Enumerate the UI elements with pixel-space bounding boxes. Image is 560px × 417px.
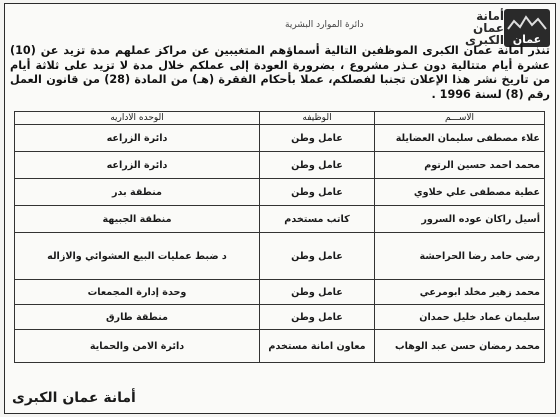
- logo-mark-icon: [504, 9, 550, 47]
- footer-signature: أمانة عمان الكبرى: [12, 390, 136, 406]
- header-job: الوظيفه: [260, 112, 375, 125]
- logo-text-line3: الكبرى: [465, 33, 504, 47]
- cell-job: معاون امانة مستخدم: [260, 330, 375, 363]
- cell-name: محمد زهير مخلد ابومرعي: [375, 280, 545, 305]
- table-header-row: [15, 112, 545, 125]
- cell-job: عامل وطن: [260, 233, 375, 280]
- cell-unit: دائرة الزراعه: [15, 125, 260, 152]
- cell-name: عطية مصطفى علي خلاوي: [375, 179, 545, 206]
- cell-name: علاء مصطفى سليمان العضايلة: [375, 125, 545, 152]
- header-unit: الوحده الاداريه: [15, 112, 260, 125]
- cell-job: عامل وطن: [260, 280, 375, 305]
- cell-job: عامل وطن: [260, 305, 375, 330]
- cell-job: عامل وطن: [260, 125, 375, 152]
- cell-unit: منطقة طارق: [15, 305, 260, 330]
- cell-job: كاتب مستخدم: [260, 206, 375, 233]
- cell-unit: د ضبط عمليات البيع العشوائي والازاله: [15, 233, 260, 280]
- cell-name: رضي حامد رضا الحراحشة: [375, 233, 545, 280]
- cell-job: عامل وطن: [260, 152, 375, 179]
- cell-unit: وحدة إدارة المجمعات: [15, 280, 260, 305]
- cell-name: أسيل راكان عوده السرور: [375, 206, 545, 233]
- logo-text-line1: أمانة: [476, 9, 504, 23]
- employees-table: [14, 111, 545, 363]
- table-row: [15, 179, 545, 206]
- logo-mark-text: عمان: [512, 33, 542, 46]
- table-row: [15, 233, 545, 280]
- department-label: دائرة الموارد البشرية: [285, 20, 364, 30]
- notice-text: تنذر أمانة عمان الكبرى الموظفين التالية أسماؤهم المتغيبين عن مراكز عملهم مدة تزيد عن (10) عشرة أيام متتالية دون عـذر مشروع ، بضرورة العودة إلى عملكم خلال مدة لا تزيد على ثلاثة أيام من تاريخ نشر هذا الإعلان تجنبا لفصلكم، عملا بأحكام الفقرة (هـ) من المادة (28) من قانون العمل رقم (8) لسنة 1996 .: [10, 44, 551, 101]
- cell-unit: دائرة الامن والحماية: [15, 330, 260, 363]
- table-row: [15, 206, 545, 233]
- table-row: [15, 125, 545, 152]
- cell-name: محمد احمد حسين الرتوم: [375, 152, 545, 179]
- logo-text: [465, 10, 504, 46]
- cell-unit: دائرة الزراعه: [15, 152, 260, 179]
- table-row: [15, 152, 545, 179]
- header-name: الاســـم: [375, 112, 545, 125]
- cell-name: محمد رمضان حسن عبد الوهاب: [375, 330, 545, 363]
- cell-unit: منطقة الجبيهة: [15, 206, 260, 233]
- table-row: [15, 305, 545, 330]
- cell-name: سليمان عماد خليل حمدان: [375, 305, 545, 330]
- cell-unit: منطقة بدر: [15, 179, 260, 206]
- table-row: [15, 330, 545, 363]
- table-row: [15, 280, 545, 305]
- cell-job: عامل وطن: [260, 179, 375, 206]
- logo-text-line2: عمان: [473, 21, 504, 35]
